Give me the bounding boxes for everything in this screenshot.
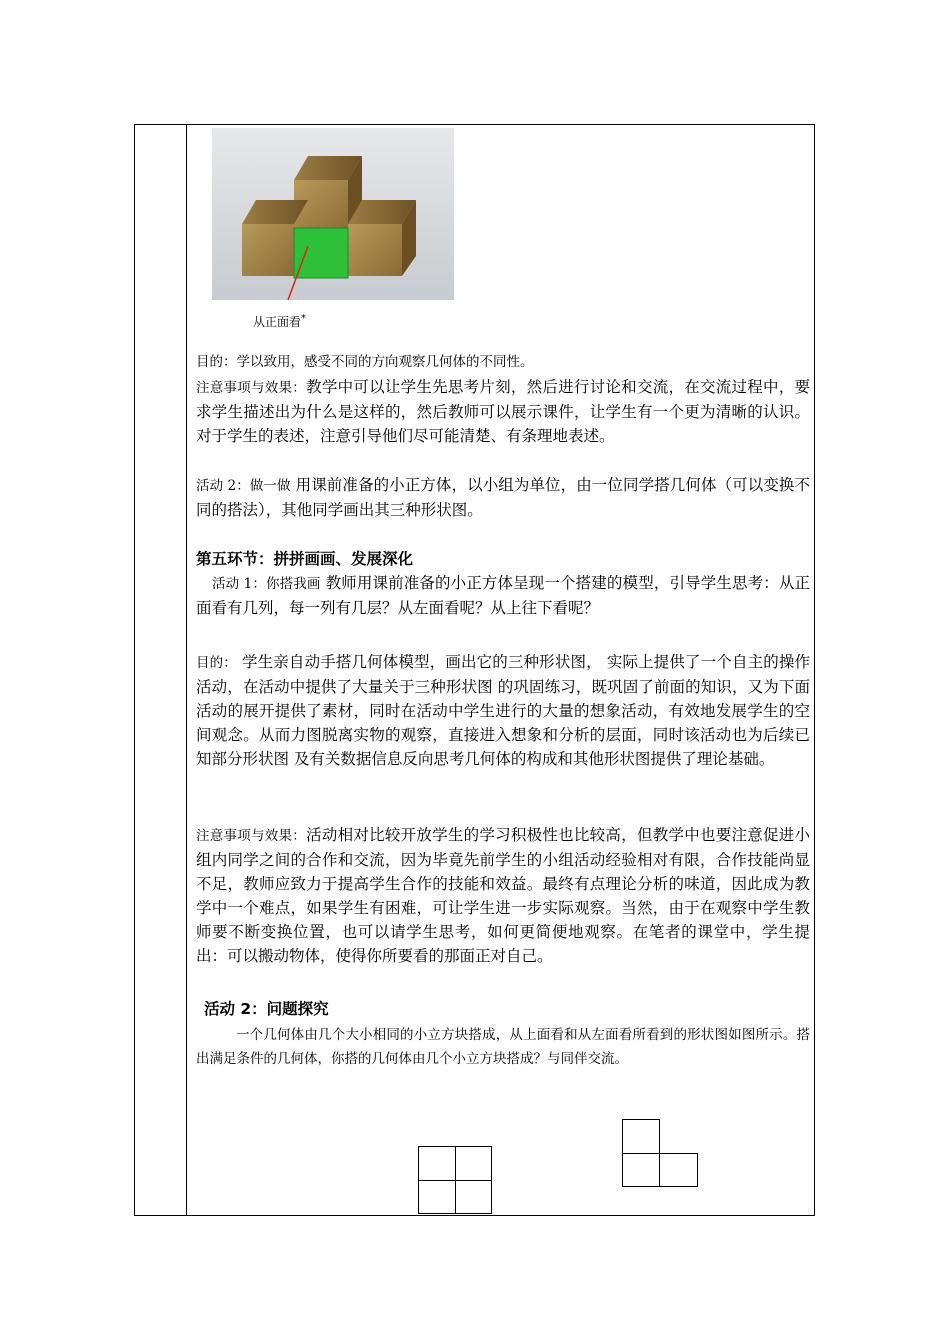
column-divider xyxy=(186,124,187,1216)
square-cell xyxy=(455,1180,492,1214)
purpose-paragraph: 目的：学以致用，感受不同的方向观察几何体的不同性。 xyxy=(196,354,534,370)
square-cell xyxy=(418,1146,456,1181)
cubes-photo xyxy=(212,128,454,300)
figure-caption: 从正面看* xyxy=(253,313,307,329)
activity1-paragraph: 活动 1：你搭我画 教师用课前准备的小正方体呈现一个搭建的模型，引导学生思考：从正面看有几列，每一列有几层？从左面看呢？从上往下看呢？ xyxy=(196,574,810,617)
square-cell xyxy=(418,1180,456,1214)
left-view-figure xyxy=(622,1119,698,1187)
section-title: 第五环节：拼拼画画、发展深化 xyxy=(196,550,414,568)
square-cell xyxy=(622,1119,660,1154)
goal-paragraph: 目的： 学生亲自动手搭几何体模型，画出它的三种形状图， 实际上提供了一个自主的操作活动，在活动中提供了大量关于三种形状图 的巩固练习，既巩固了前面的知识，又为下面活动的展开提供了素材，同时在活动中学生进行的大量的想象活动，有效地发展学生的空间观念。从而力图脱离实物的观察，直接进入想象和分析的层面，同时该活动也为后续已知部分形状图 及有关数据信息反向思考几何体的构成和其他形状图提供了理论基础。 xyxy=(196,653,811,768)
activity2-paragraph: 活动 2：做一做 用课前准备的小正方体，以小组为单位，由一位同学搭几何体（可以变换不同的搭法），其他同学画出其三种形状图。 xyxy=(196,476,810,519)
activity2-title: 活动 2：问题探究 xyxy=(204,1000,329,1018)
square-cell xyxy=(659,1153,698,1187)
effect-paragraph: 注意事项与效果：活动相对比较开放学生的学习积极性也比较高，但教学中也要注意促进小组内同学之间的合作和交流，因为毕竟先前学生的小组活动经验相对有限，合作技能尚显不足，教师应致力于提高学生合作的技能和效益。最终有点理论分析的味道，因此成为教学中一个难点，如果学生有困难，可让学生进一步实际观察。当然，由于在观察中学生教师要不断变换位置，也可以请学生思考，如何更简便地观察。在笔者的课堂中，学生提出：可以搬动物体，使得你所要看的那面正对自己。 xyxy=(196,826,811,965)
top-view-figure xyxy=(418,1146,492,1214)
square-cell xyxy=(455,1146,492,1181)
problem-paragraph: 一个几何体由几个大小相同的小立方块搭成，从上面看和从左面看所看到的形状图如图所示。搭出满足条件的几何体，你搭的几何体由几个小立方块搭成？与同伴交流。 xyxy=(196,1027,810,1067)
notes-paragraph: 注意事项与效果：教学中可以让学生先思考片刻，然后进行讨论和交流，在交流过程中，要求学生描述出为什么是这样的，然后教师可以展示课件，让学生有一个更为清晰的认识。对于学生的表述，注意引导他们尽可能清楚、有条理地表述。 xyxy=(196,378,811,445)
square-cell xyxy=(622,1153,660,1187)
